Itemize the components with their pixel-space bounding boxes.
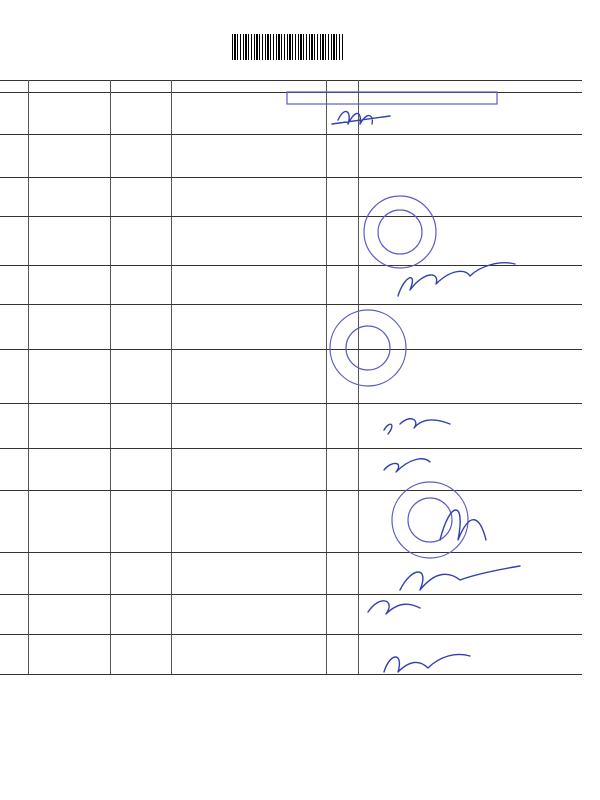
signature-55 — [332, 111, 390, 124]
signature-71 — [400, 566, 520, 590]
autocast-stamp — [330, 310, 406, 386]
signature-73 — [384, 655, 470, 673]
signature-68 — [384, 459, 430, 472]
rrk-alloys-stamp — [364, 196, 436, 268]
signature-69 — [440, 510, 486, 540]
signature-72 — [368, 601, 420, 614]
signature-67 — [384, 419, 450, 434]
signature-61 — [398, 263, 515, 296]
abimithraa-stamp — [287, 92, 497, 104]
zahoransky-stamp — [392, 482, 468, 558]
